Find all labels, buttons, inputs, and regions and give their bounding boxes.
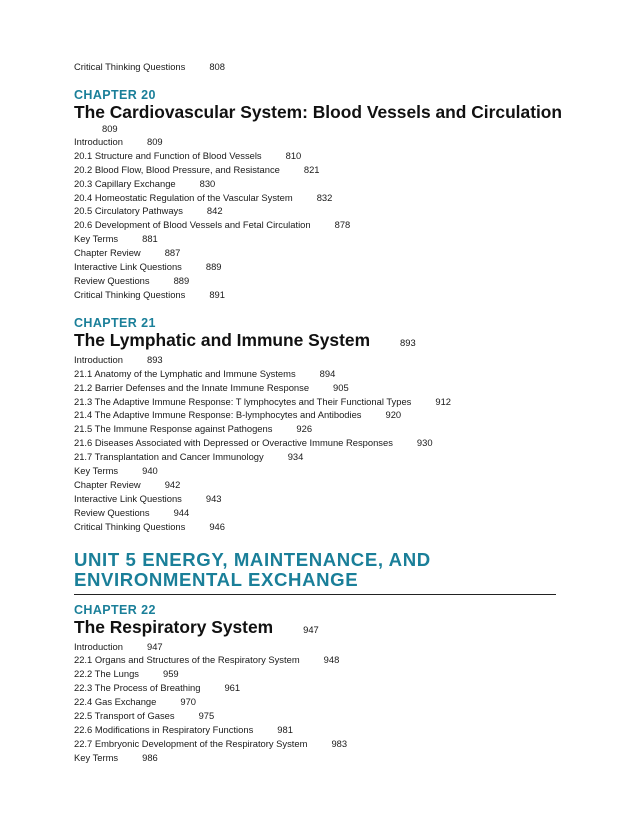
entry-page: 810 (285, 149, 302, 161)
entry-page: 832 (316, 191, 333, 203)
entry-label: 20.2 Blood Flow, Blood Pressure, and Resistance (74, 163, 280, 175)
entry-label: Chapter Review (74, 478, 141, 490)
toc-entry[interactable] (74, 218, 556, 232)
toc-entry[interactable] (74, 274, 556, 288)
entry-page: 981 (277, 724, 293, 735)
toc-entry[interactable] (74, 232, 556, 246)
toc-entry[interactable] (74, 60, 556, 74)
chapter-22-section (74, 603, 556, 765)
toc-entry[interactable] (74, 163, 556, 177)
entry-label: Critical Thinking Questions (74, 61, 186, 72)
chapter-21-section (74, 316, 556, 534)
entry-label: Critical Thinking Questions (74, 520, 186, 532)
entry-page: 975 (198, 710, 215, 722)
entry-label: Introduction (74, 135, 123, 147)
chapter-title[interactable] (74, 330, 556, 353)
entry-label: Critical Thinking Questions (74, 288, 186, 300)
toc-entry[interactable] (74, 288, 556, 302)
toc-entry[interactable] (74, 204, 556, 218)
chapter-label: CHAPTER 20 (74, 87, 156, 102)
entry-page: 842 (206, 205, 223, 217)
entry-page: 821 (303, 163, 320, 175)
entry-label: 21.1 Anatomy of the Lymphatic and Immune Systems (74, 367, 296, 379)
entry-page: 986 (142, 751, 158, 763)
toc-entry[interactable] (74, 695, 556, 709)
entry-page: 891 (209, 288, 225, 300)
entry-label: 21.6 Diseases Associated with Depressed or Overactive Immune Responses (74, 437, 393, 449)
entry-page: 894 (319, 367, 336, 379)
toc-entry[interactable] (74, 260, 556, 274)
entry-label: 20.3 Capillary Exchange (74, 177, 176, 189)
entry-page: 887 (164, 247, 181, 259)
entry-label: 20.4 Homeostatic Regulation of the Vascular System (74, 191, 293, 203)
chapter-title[interactable] (74, 617, 556, 640)
entry-page: 961 (224, 682, 241, 694)
entry-page: 959 (162, 668, 179, 680)
toc-entry[interactable] (74, 492, 556, 506)
entry-page: 878 (334, 219, 351, 231)
chapter-title-text: The Respiratory System (74, 616, 274, 637)
entry-label: 22.6 Modifications in Respiratory Functions (74, 724, 254, 735)
unit-title-line-2: ENVIRONMENTAL EXCHANGE (74, 569, 359, 591)
toc-entry[interactable] (74, 506, 556, 520)
chapter-page: 947 (303, 623, 319, 635)
entry-page: 970 (180, 696, 197, 708)
chapter-page: 893 (400, 336, 416, 348)
toc-entry[interactable] (74, 367, 556, 381)
entry-label: 22.1 Organs and Structures of the Respiratory System (74, 654, 300, 666)
toc-entry[interactable] (74, 408, 556, 422)
entry-page: 948 (323, 654, 340, 666)
toc-entry[interactable] (74, 177, 556, 191)
entry-list (74, 135, 556, 302)
toc-entry[interactable] (74, 135, 556, 149)
unit-title-line-1: UNIT 5 ENERGY, MAINTENANCE, AND (74, 548, 431, 570)
toc-entry[interactable] (74, 246, 556, 260)
entry-page: 946 (209, 520, 225, 532)
chapter-page: 809 (102, 122, 118, 134)
toc-entry[interactable] (74, 640, 556, 654)
entry-label: 20.6 Development of Blood Vessels and Fetal Circulation (74, 219, 311, 231)
entry-page: 942 (164, 478, 181, 490)
entry-label: 21.5 The Immune Response against Pathogens (74, 423, 273, 435)
entry-label: 20.5 Circulatory Pathways (74, 205, 183, 217)
toc-entry[interactable] (74, 149, 556, 163)
entry-label: Interactive Link Questions (74, 492, 182, 504)
toc-entry[interactable] (74, 395, 556, 409)
toc-entry[interactable] (74, 436, 556, 450)
entry-page: 926 (296, 423, 313, 435)
entry-page: 930 (416, 437, 433, 449)
entry-page: 944 (173, 506, 190, 518)
entry-label: 21.7 Transplantation and Cancer Immunology (74, 451, 264, 463)
toc-entry[interactable] (74, 381, 556, 395)
chapter-title-text: The Lymphatic and Immune System (74, 329, 371, 350)
toc-entry[interactable] (74, 751, 556, 765)
entry-label: Key Terms (74, 233, 119, 245)
toc-entry[interactable] (74, 667, 556, 681)
entry-page: 905 (333, 381, 349, 393)
entry-page: 808 (209, 61, 225, 72)
toc-entry[interactable] (74, 709, 556, 723)
toc-entry[interactable] (74, 681, 556, 695)
entry-page: 940 (142, 465, 158, 477)
entry-page: 934 (287, 451, 304, 463)
toc-entry[interactable] (74, 737, 556, 751)
chapter-title[interactable] (74, 101, 563, 122)
entry-page: 912 (435, 395, 452, 407)
entry-label: 22.3 The Process of Breathing (74, 682, 201, 694)
entry-label: 21.2 Barrier Defenses and the Innate Immune Response (74, 381, 310, 393)
entry-label: 22.2 The Lungs (74, 668, 139, 680)
entry-list (74, 640, 556, 765)
entry-label: 22.4 Gas Exchange (74, 696, 157, 708)
toc-entry[interactable] (74, 478, 556, 492)
entry-page: 893 (147, 353, 163, 365)
unit-5-heading (74, 550, 556, 595)
entry-label: Review Questions (74, 274, 150, 286)
entry-label: Interactive Link Questions (74, 261, 182, 273)
entry-page: 809 (147, 135, 163, 147)
entry-label: Introduction (74, 353, 123, 365)
toc-page (74, 60, 563, 765)
entry-page: 889 (173, 274, 190, 286)
entry-page: 830 (199, 177, 216, 189)
entry-page: 983 (331, 737, 348, 749)
entry-page: 943 (205, 492, 222, 504)
entry-label: Introduction (74, 640, 123, 652)
entry-label: 22.7 Embryonic Development of the Respiratory System (74, 737, 308, 749)
entry-label: Key Terms (74, 465, 119, 477)
entry-label: 21.4 The Adaptive Immune Response: B-lymphocytes and Antibodies (74, 409, 362, 421)
chapter-title-text: The Cardiovascular System: Blood Vessels and Circulation (74, 101, 563, 122)
entry-label: Review Questions (74, 506, 150, 518)
toc-entry[interactable] (74, 353, 556, 367)
toc-entry[interactable] (74, 191, 556, 205)
entry-page: 889 (205, 261, 222, 273)
entry-label: Chapter Review (74, 247, 141, 259)
entry-page: 947 (147, 640, 163, 652)
chapter-20-section (74, 87, 563, 302)
toc-entry[interactable] (74, 653, 556, 667)
toc-entry[interactable] (74, 464, 556, 478)
entry-label: 22.5 Transport of Gases (74, 710, 175, 722)
entry-label: 20.1 Structure and Function of Blood Vessels (74, 149, 262, 161)
toc-entry[interactable] (74, 450, 556, 464)
toc-entry[interactable] (74, 422, 556, 436)
entry-label: 21.3 The Adaptive Immune Response: T lymphocytes and Their Functional Types (74, 395, 412, 407)
chapter-label: CHAPTER 22 (74, 602, 156, 617)
entry-page: 920 (385, 409, 402, 421)
chapter-label: CHAPTER 21 (74, 315, 156, 330)
entry-label: Key Terms (74, 751, 119, 763)
entry-page: 881 (142, 233, 158, 245)
toc-entry[interactable] (74, 723, 556, 737)
toc-entry[interactable] (74, 520, 556, 534)
entry-list (74, 353, 556, 534)
